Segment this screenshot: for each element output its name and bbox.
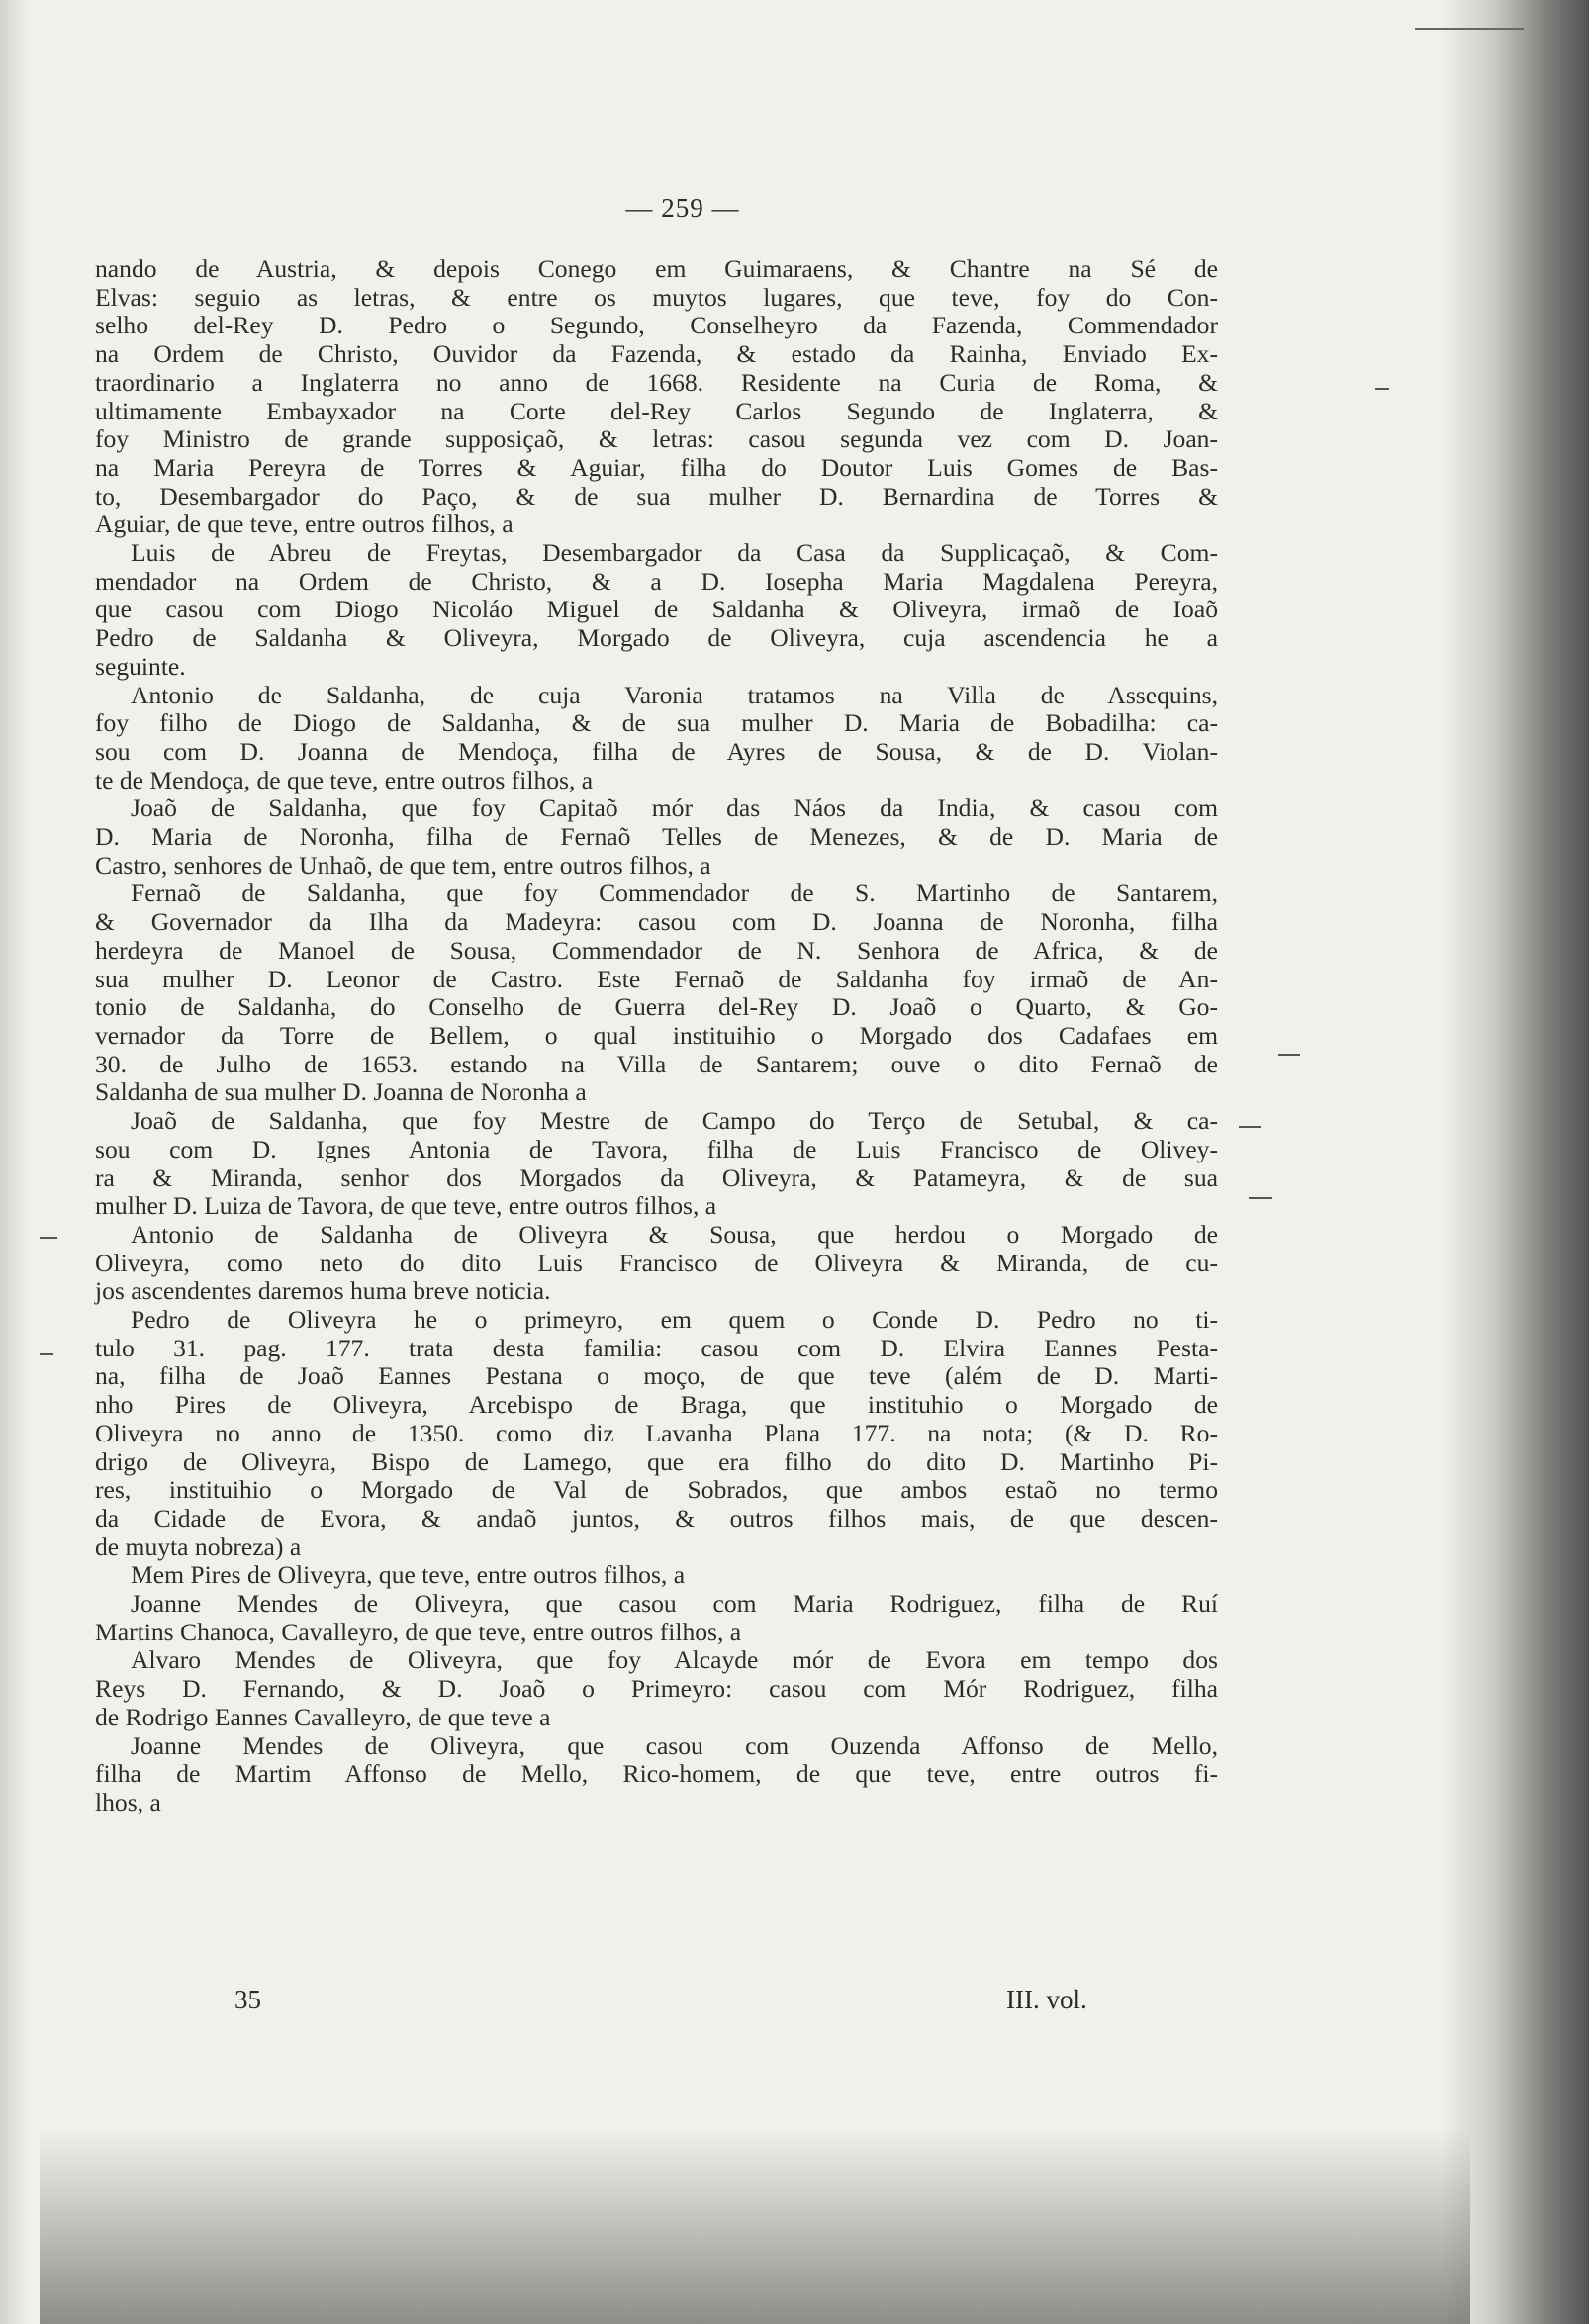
text-line: Pedro de Oliveyra he o primeyro, em quem o Conde D. Pedro no ti- — [131, 1305, 1218, 1335]
text-line: ra & Miranda, senhor dos Morgados da Oliveyra, & Patameyra, & de sua — [95, 1162, 1218, 1192]
text-line: D. Maria de Noronha, filha de Fernaõ Telles de Menezes, & de D. Maria de — [95, 822, 1218, 852]
text-line: Luis de Abreu de Freytas, Desembargador da Casa da Supplicaçaõ, & Com- — [131, 538, 1218, 568]
text-line: res, instituihio o Morgado de Val de Sobrados, que ambos estaõ no termo — [95, 1475, 1218, 1505]
margin-mark — [1239, 1126, 1261, 1128]
text-line: jos ascendentes daremos huma breve noticia. — [95, 1276, 551, 1306]
text-line: Antonio de Saldanha de Oliveyra & Sousa, que herdou o Morgado de — [131, 1219, 1218, 1249]
margin-mark — [1278, 1054, 1300, 1056]
text-line: Joanne Mendes de Oliveyra, que casou com Ouzenda Affonso de Mello, — [131, 1730, 1218, 1760]
text-line: to, Desembargador do Paço, & de sua mulher D. Bernardina de Torres & — [95, 481, 1218, 511]
text-line: Joaõ de Saldanha, que foy Mestre de Campo do Terço de Setubal, & ca- — [131, 1106, 1218, 1136]
text-line: Joaõ de Saldanha, que foy Capitaõ mór das Náos da India, & casou com — [131, 793, 1218, 823]
body-text — [95, 255, 1218, 1817]
text-line: Aguiar, de que teve, entre outros filhos, a — [95, 510, 514, 539]
text-line: Saldanha de sua mulher D. Joanna de Noronha a — [95, 1077, 587, 1107]
text-line: tonio de Saldanha, do Conselho de Guerra del-Rey D. Joaõ o Quarto, & Go- — [95, 992, 1218, 1022]
text-line: vernador da Torre de Bellem, o qual instituihio o Morgado dos Cadafaes em — [95, 1020, 1218, 1050]
text-line: de muyta nobreza) a — [95, 1532, 302, 1561]
text-line: Oliveyra, como neto do dito Luis Francisco de Oliveyra & Miranda, de cu- — [95, 1248, 1218, 1277]
text-line: Mem Pires de Oliveyra, que teve, entre outros filhos, a — [131, 1560, 686, 1590]
text-line: Martins Chanoca, Cavalleyro, de que teve, entre outros filhos, a — [95, 1617, 742, 1646]
text-line: nho Pires de Oliveyra, Arcebispo de Braga, que instituhio o Morgado de — [95, 1390, 1218, 1420]
text-line: mendador na Ordem de Christo, & a D. Iosepha Maria Magdalena Pereyra, — [95, 566, 1218, 596]
text-line: Elvas: seguio as letras, & entre os muytos lugares, que teve, foy do Con- — [95, 282, 1218, 312]
page-number: — 259 — — [625, 193, 740, 223]
text-line: Pedro de Saldanha & Oliveyra, Morgado de Oliveyra, cuja ascendencia he a — [95, 623, 1218, 653]
text-line: Antonio de Saldanha, de cuja Varonia tratamos na Villa de Assequins, — [131, 680, 1218, 709]
margin-mark — [1249, 1197, 1272, 1199]
text-line: nando de Austria, & depois Conego em Guimaraens, & Chantre na Sé de — [95, 254, 1218, 283]
book-gutter-shadow — [1441, 0, 1589, 2324]
page-left-edge-shadow — [0, 0, 30, 2324]
text-line: na, filha de Joaõ Eannes Pestana o moço, de que teve (além de D. Marti- — [95, 1361, 1218, 1391]
text-line: sou com D. Joanna de Mendoça, filha de Ayres de Sousa, & de D. Violan- — [95, 736, 1218, 766]
text-line: 30. de Julho de 1653. estando na Villa de Santarem; ouve o dito Fernaõ de — [95, 1049, 1218, 1078]
text-line: herdeyra de Manoel de Sousa, Commendador de N. Senhora de Africa, & de — [95, 935, 1218, 965]
text-line: de Rodrigo Eannes Cavalleyro, de que teve a — [95, 1702, 551, 1731]
text-line: traordinario a Inglaterra no anno de 1668. Residente na Curia de Roma, & — [95, 367, 1218, 397]
text-line: Oliveyra no anno de 1350. como diz Lavanha Plana 177. na nota; (& D. Ro- — [95, 1418, 1218, 1447]
page-bottom-shadow — [40, 2127, 1470, 2324]
text-line: Joanne Mendes de Oliveyra, que casou com Maria Rodriguez, filha de Ruí — [131, 1589, 1218, 1619]
text-line: tulo 31. pag. 177. trata desta familia: casou com D. Elvira Eannes Pesta- — [95, 1333, 1218, 1362]
text-line: que casou com Diogo Nicoláo Miguel de Saldanha & Oliveyra, irmaõ de Ioaõ — [95, 595, 1218, 624]
signature-mark: 35 — [234, 1985, 261, 2014]
text-line: Reys D. Fernando, & D. Joaõ o Primeyro: casou com Mór Rodriguez, filha — [95, 1674, 1218, 1704]
margin-mark — [40, 1237, 57, 1239]
text-line: foy filho de Diogo de Saldanha, & de sua mulher D. Maria de Bobadilha: ca- — [95, 708, 1218, 738]
text-line: filha de Martim Affonso de Mello, Rico-homem, de que teve, entre outros fi- — [95, 1759, 1218, 1789]
text-line: da Cidade de Evora, & andaõ juntos, & outros filhos mais, de que descen- — [95, 1503, 1218, 1533]
text-line: & Governador da Ilha da Madeyra: casou com D. Joanna de Noronha, filha — [95, 907, 1218, 937]
text-line: Fernaõ de Saldanha, que foy Commendador de S. Martinho de Santarem, — [131, 879, 1218, 908]
volume-label: III. vol. — [1006, 1985, 1087, 2014]
text-line: mulher D. Luiza de Tavora, de que teve, entre outros filhos, a — [95, 1191, 717, 1221]
text-line: ultimamente Embayxador na Corte del-Rey Carlos Segundo de Inglaterra, & — [95, 396, 1218, 425]
text-line: sou com D. Ignes Antonia de Tavora, filha de Luis Francisco de Olivey- — [95, 1134, 1218, 1163]
text-line: lhos, a — [95, 1787, 161, 1816]
text-line: sua mulher D. Leonor de Castro. Este Fernaõ de Saldanha foy irmaõ de An- — [95, 964, 1218, 993]
text-line: Alvaro Mendes de Oliveyra, que foy Alcayde mór de Evora em tempo dos — [131, 1645, 1218, 1675]
text-line: drigo de Oliveyra, Bispo de Lamego, que era filho do dito D. Martinho Pi- — [95, 1446, 1218, 1476]
text-line: na Ordem de Christo, Ouvidor da Fazenda, & estado da Rainha, Enviado Ex- — [95, 339, 1218, 369]
text-line: Castro, senhores de Unhaõ, de que tem, entre outros filhos, a — [95, 850, 711, 880]
text-line: na Maria Pereyra de Torres & Aguiar, filha do Doutor Luis Gomes de Bas- — [95, 452, 1218, 482]
margin-mark — [1375, 388, 1389, 390]
text-line: selho del-Rey D. Pedro o Segundo, Conselheyro da Fazenda, Commendador — [95, 311, 1218, 340]
text-line: foy Ministro de grande supposiçaõ, & letras: casou segunda vez com D. Joan- — [95, 424, 1218, 454]
top-rule — [1415, 28, 1524, 30]
margin-mark — [40, 1353, 53, 1355]
text-line: seguinte. — [95, 651, 186, 681]
text-line: te de Mendoça, de que teve, entre outros filhos, a — [95, 765, 594, 794]
